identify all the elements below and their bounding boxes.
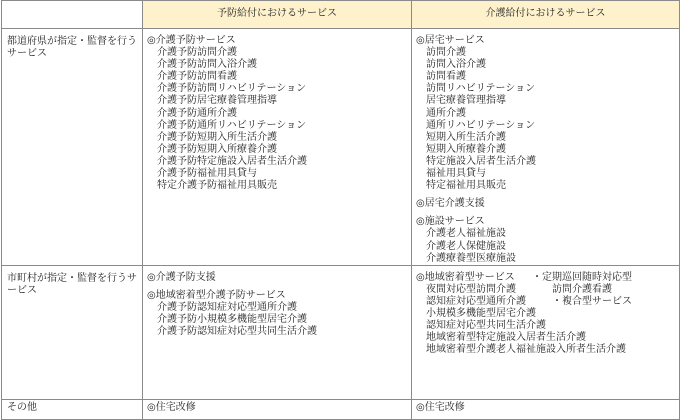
group-title: ◎住宅改修 [416, 401, 465, 413]
service-item: 短期入所療養介護 [426, 143, 506, 155]
group-title: ◎居宅介護支援 [416, 198, 485, 210]
group-title: ◎地域密着型サービス ・定期巡回随時対応型 [416, 271, 632, 283]
service-item: 介護予防小規模多機能型居宅介護 [157, 313, 307, 325]
row-label: 市町村が指定・監督を行うサービス [2, 265, 143, 399]
service-item: 訪問看護 [426, 71, 466, 83]
group-title: ◎地域密着型介護予防サービス [147, 289, 286, 301]
service-item: 訪問介護 [426, 47, 466, 59]
service-group [416, 35, 679, 192]
service-item: 認知症対応型通所介護 ・複合型サービス [426, 295, 632, 307]
group-title: ◎住宅改修 [147, 401, 196, 413]
prevention-cell [143, 29, 412, 266]
prevention-cell [143, 399, 412, 419]
row-label: 都道府県が指定・監督を行うサービス [2, 29, 143, 266]
service-group [147, 290, 411, 338]
service-item: 介護予防通所リハビリテーション [157, 119, 307, 131]
service-item: 介護予防訪問看護 [157, 71, 237, 83]
service-item: 居宅療養管理指導 [426, 95, 506, 107]
prevention-header: 予防給付におけるサービス [143, 1, 412, 29]
prevention-cell [143, 265, 412, 399]
care-cell [412, 265, 680, 399]
aside-note: ・複合型サービス [552, 295, 632, 307]
service-item: 介護予防訪問介護 [157, 47, 237, 59]
service-item: 短期入所生活介護 [426, 131, 506, 143]
service-item: 介護予防居宅療養管理指導 [157, 95, 277, 107]
aside-note: 訪問介護看護 [552, 283, 612, 295]
corner-cell [2, 1, 143, 29]
service-group [147, 272, 411, 284]
table-row [2, 29, 680, 266]
service-item: 特定施設入居者生活介護 [426, 155, 536, 167]
service-item: 訪問入浴介護 [426, 59, 486, 71]
group-title: ◎施設サービス [416, 216, 485, 228]
service-table [1, 0, 680, 420]
service-group [416, 216, 679, 264]
aside-note: ・定期巡回随時対応型 [532, 271, 632, 283]
service-item: 通所リハビリテーション [426, 119, 536, 131]
service-item: 介護予防訪問リハビリテーション [157, 83, 307, 95]
group-title: ◎介護予防サービス [147, 35, 236, 46]
table-row [2, 265, 680, 399]
service-item: 介護予防通所介護 [157, 107, 237, 119]
table-row [2, 399, 680, 419]
service-item: 小規模多機能型居宅介護 [426, 307, 536, 319]
care-cell [412, 399, 680, 419]
service-group [416, 198, 679, 210]
care-header: 介護給付におけるサービス [412, 1, 680, 29]
service-item: 特定福祉用具販売 [426, 180, 506, 192]
service-item: 介護予防認知症対応型通所介護 [157, 301, 297, 313]
service-item: 介護予防特定施設入居者生活介護 [157, 155, 307, 167]
service-item: 介護予防訪問入浴介護 [157, 59, 257, 71]
service-item: 介護老人保健施設 [426, 240, 506, 252]
service-group [416, 272, 679, 357]
care-cell [412, 29, 680, 266]
service-item: 夜間対応型訪問介護 訪問介護看護 [426, 283, 612, 295]
service-item: 介護予防短期入所療養介護 [157, 143, 277, 155]
service-item: 認知症対応型共同生活介護 [426, 320, 546, 332]
service-item: 地域密着型介護老人福祉施設入所者生活介護 [426, 344, 626, 356]
row-label: その他 [2, 399, 143, 419]
service-item: 福祉用具貸与 [426, 168, 486, 180]
service-item: 通所介護 [426, 107, 466, 119]
service-item: 地域密着型特定施設入居者生活介護 [426, 332, 586, 344]
service-item: 介護予防福祉用具貸与 [157, 168, 257, 180]
service-item: 介護老人福祉施設 [426, 228, 506, 240]
header-row [2, 1, 680, 29]
service-item: 特定介護予防福祉用具販売 [157, 180, 277, 192]
group-title: ◎介護予防支援 [147, 271, 216, 283]
service-item: 介護予防短期入所生活介護 [157, 131, 277, 143]
service-item: 介護療養型医療施設 [426, 252, 516, 264]
service-item: 訪問リハビリテーション [426, 83, 536, 95]
service-group [147, 35, 411, 192]
group-title: ◎居宅サービス [416, 35, 485, 46]
service-item: 介護予防認知症対応型共同生活介護 [157, 326, 317, 338]
